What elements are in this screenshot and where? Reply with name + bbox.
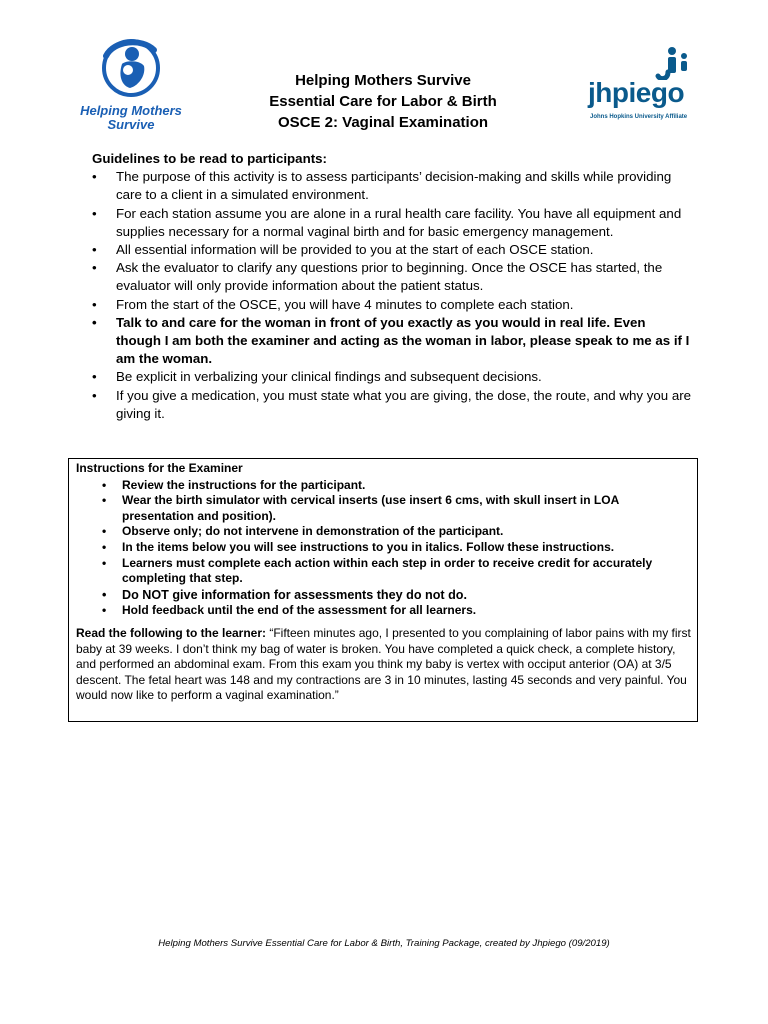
jhpiego-mark-icon (586, 44, 698, 80)
examiner-item: • Hold feedback until the end of the assessment for all learners. (76, 603, 691, 619)
guideline-item: • For each station assume you are alone in a rural health care facility. You have all equipment and supplies necessary for a normal vaginal birth and for basic emergency management. (92, 205, 692, 241)
hms-logo-line2: Survive (107, 117, 155, 132)
guideline-item: • If you give a medication, you must state what you are giving, the dose, the route, and why you are giving it. (92, 387, 692, 423)
examiner-item: • Learners must complete each action within each step in order to receive credit for accurately completing that step. (76, 556, 691, 587)
document-header (230, 70, 536, 133)
examiner-instructions-box (68, 458, 698, 722)
guidelines-section (92, 150, 692, 423)
guideline-item: • Ask the evaluator to clarify any questions prior to beginning. Once the OSCE has started, the evaluator will only provide information about the patient status. (92, 259, 692, 295)
examiner-item: • In the items below you will see instructions to you in italics. Follow these instructions. (76, 540, 691, 556)
examiner-title: Instructions for the Examiner (76, 461, 243, 475)
jhpiego-wordmark: jhpiego (588, 77, 685, 108)
guideline-item: • All essential information will be provided to you at the start of each OSCE station. (92, 241, 692, 259)
guideline-item: • Talk to and care for the woman in front of you exactly as you would in real life. Even though I am both the examiner and acting as the woman in labor, please speak to me as if I am the woman. (92, 314, 692, 369)
examiner-item: • Review the instructions for the participant. (76, 478, 691, 494)
guideline-item: • From the start of the OSCE, you will have 4 minutes to complete each station. (92, 296, 692, 314)
jhpiego-logo (586, 44, 698, 128)
page-footer: Helping Mothers Survive Essential Care for Labor & Birth, Training Package, created by Jhpiego (09/2019) (158, 938, 610, 949)
learner-script-text: “Fifteen minutes ago, I presented to you complaining of labor pains with my first baby at 39 weeks. I don’t think my bag of water is broken. You have completed a quick check, a complete history, and performed an abdominal exam. From this exam you think my baby is vertex with occiput anterior (OA) at 3/5 descent. The fetal heart was 148 and my contractions are 3 in 10 minutes, lasting 45 seconds and very painful. You would now like to perform a vaginal examination.” (76, 625, 691, 703)
examiner-list (76, 478, 691, 619)
header-line-3: OSCE 2: Vaginal Examination (277, 114, 489, 131)
jhpiego-affiliation: Johns Hopkins University Affiliate (590, 114, 688, 120)
guidelines-list (92, 168, 692, 423)
helping-mothers-survive-logo (70, 36, 192, 138)
mother-baby-icon (92, 36, 170, 100)
examiner-item: • Wear the birth simulator with cervical inserts (use insert 6 cms, with skull insert in LOA presentation and position). (76, 493, 691, 524)
examiner-item: • Do NOT give information for assessments they do not do. (76, 587, 691, 604)
learner-script (76, 626, 691, 704)
hms-logo-line1: Helping Mothers (80, 103, 182, 118)
guidelines-title: Guidelines to be read to participants: (92, 151, 327, 166)
header-line-2: Essential Care for Labor & Birth (269, 93, 497, 110)
examiner-item: • Observe only; do not intervene in demonstration of the participant. (76, 524, 691, 540)
guideline-item: • The purpose of this activity is to assess participants’ decision-making and skills while providing care to a client in a simulated environment. (92, 168, 692, 204)
learner-script-label: Read the following to the learner: (76, 625, 267, 640)
header-line-1: Helping Mothers Survive (295, 72, 471, 89)
guideline-item: • Be explicit in verbalizing your clinical findings and subsequent decisions. (92, 368, 692, 386)
